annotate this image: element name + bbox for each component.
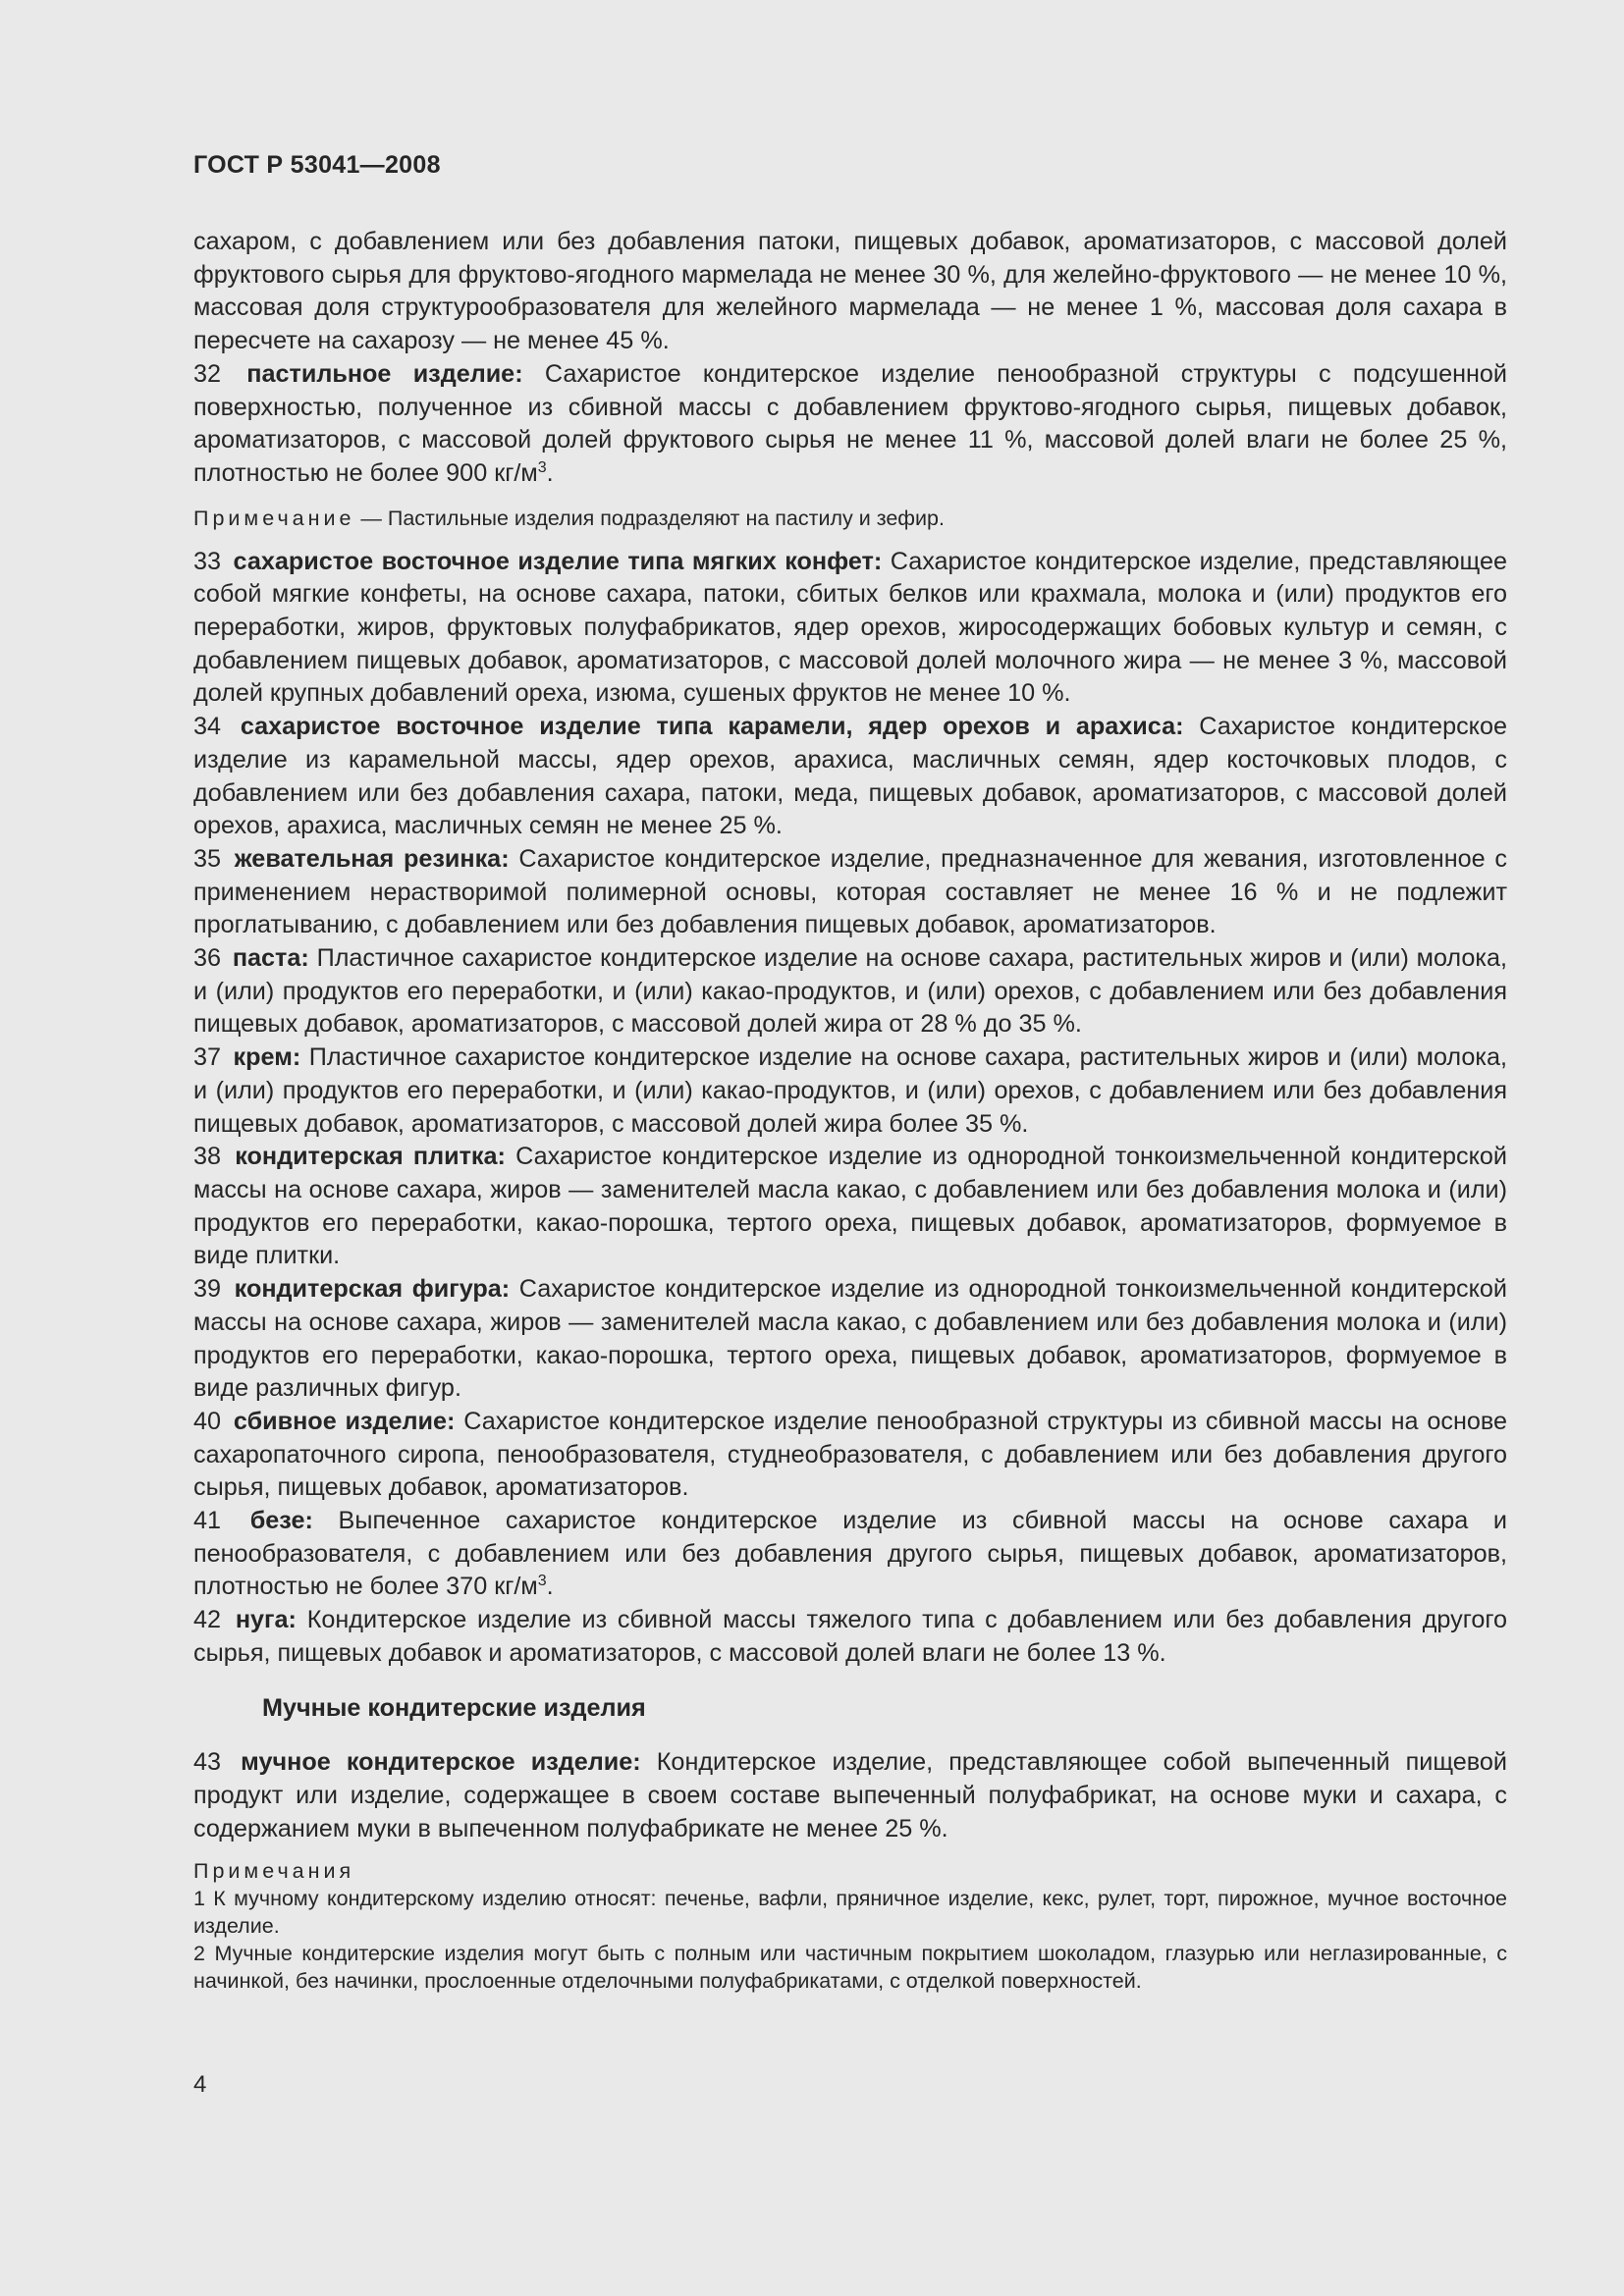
- entry-number: 42: [193, 1606, 222, 1634]
- entry-number: 33: [193, 547, 222, 575]
- entry-number: 39: [193, 1275, 222, 1304]
- entry-number: 43: [193, 1748, 222, 1777]
- entry-term: жевательная резинка:: [234, 844, 510, 873]
- entry-35: [193, 843, 1507, 942]
- note-text: — Пастильные изделия подразделяют на пастилу и зефир.: [354, 506, 945, 530]
- notes-43: [193, 1857, 1507, 1995]
- entry-term: паста:: [232, 944, 309, 973]
- continuation-paragraph: сахаром, с добавлением или без добавления патоки, пищевых добавок, ароматизаторов, с массовой долей фруктового сырья для фруктово-ягодного мармелада не менее 30 %, для желейно-фруктового — не менее 10 %, массовая доля структурообразователя для желейного мармелада — не менее 1 %, массовая доля сахара в пересчете на сахарозу — не менее 45 %.: [193, 228, 1507, 355]
- entry-term: нуга:: [235, 1606, 297, 1634]
- entry-36: [193, 942, 1507, 1041]
- entry-term: безе:: [249, 1507, 313, 1535]
- entry-41: [193, 1505, 1507, 1604]
- entry-text: Пластичное сахаристое кондитерское изделие на основе сахара, растительных жиров и (или) молока, и (или) продуктов его переработки, и (или) какао-продуктов, и (или) орехов, с добавлением или без добавления пищевых добавок, ароматизаторов, с массовой долей жира от 28 % до 35 %.: [193, 944, 1507, 1039]
- entry-number: 35: [193, 844, 222, 873]
- entry-end: .: [546, 458, 554, 487]
- entry-term: сахаристое восточное изделие типа карамели, ядер орехов и арахиса:: [240, 713, 1184, 741]
- entry-number: 40: [193, 1407, 222, 1435]
- entry-42: [193, 1604, 1507, 1670]
- entry-number: 41: [193, 1507, 222, 1535]
- page-number: 4: [193, 2071, 207, 2098]
- entry-38: [193, 1141, 1507, 1273]
- entry-term: кондитерская плитка:: [235, 1143, 506, 1171]
- entry-text: Сахаристое кондитерское изделие из карамельной массы, ядер орехов, арахиса, масличных семян, ядер косточковых плодов, с добавлением или без добавления сахара, патоки, меда, пищевых добавок, ароматизаторов, с массовой долей орехов, арахиса, масличных семян не менее 25 %.: [193, 713, 1507, 840]
- entry-text: Пластичное сахаристое кондитерское изделие на основе сахара, растительных жиров и (или) молока, и (или) продуктов его переработки, и (или) какао-продуктов, и (или) орехов, с добавлением или без добавления пищевых добавок, ароматизаторов, с массовой долей жира более 35 %.: [193, 1043, 1507, 1138]
- entry-43: [193, 1746, 1507, 1845]
- entry-text: Сахаристое кондитерское изделие, представляющее собой мягкие конфеты, на основе сахара, патоки, сбитых белков или крахмала, молока и (или) продуктов его переработки, жиров, фруктовых полуфабрикатов, ядер орехов, жиросодержащих бобовых культур и семян, с добавлением пищевых добавок, ароматизаторов, с массовой долей молочного жира — не менее 3 %, массовой долей крупных добавлений ореха, изюма, сушеных фруктов не менее 10 %.: [193, 547, 1507, 708]
- entry-end: .: [546, 1573, 554, 1601]
- entry-number: 32: [193, 359, 222, 388]
- standard-header: ГОСТ Р 53041—2008: [193, 151, 441, 179]
- entry-33: [193, 546, 1507, 712]
- superscript: 3: [537, 458, 547, 476]
- entry-40: [193, 1406, 1507, 1505]
- entry-term: крем:: [233, 1043, 301, 1072]
- note-label: Примечание: [193, 506, 355, 530]
- entry-number: 34: [193, 713, 222, 741]
- entry-term: пастильное изделие:: [246, 359, 523, 388]
- section-title: Мучные кондитерские изделия: [262, 1693, 646, 1722]
- entry-text: Сахаристое кондитерское изделие пенообразной структуры с подсушенной поверхностью, полученное из сбивной массы с добавлением фруктово-ягодного сырья, пищевых добавок, ароматизаторов, с массовой долей фруктового сырья не менее 11 %, массовой долей влаги не более 25 %, плотностью не более 900 кг/м: [193, 359, 1507, 487]
- notes-heading: Примечания: [193, 1859, 355, 1884]
- entry-37: [193, 1041, 1507, 1141]
- entry-term: сахаристое восточное изделие типа мягких конфет:: [233, 547, 883, 575]
- entry-text: Сахаристое кондитерское изделие из однородной тонкоизмельченной кондитерской массы на основе сахара, жиров — заменителей масла какао, с добавлением или без добавления молока и (или) продуктов его переработки, какао-порошка, тертого ореха, пищевых добавок, ароматизаторов, формуемое в виде различных фигур.: [193, 1275, 1507, 1403]
- entry-text: Сахаристое кондитерское изделие из однородной тонкоизмельченной кондитерской массы на основе сахара, жиров — заменителей масла какао, с добавлением или без добавления молока и (или) продуктов его переработки, какао-порошка, тертого ореха, пищевых добавок, ароматизаторов, формуемое в виде плитки.: [193, 1143, 1507, 1270]
- entry-number: 37: [193, 1043, 222, 1072]
- entry-term: сбивное изделие:: [233, 1407, 456, 1435]
- entry-text: Сахаристое кондитерское изделие, предназначенное для жевания, изготовленное с применением нерастворимой полимерной основы, которая составляет не менее 16 % и не подлежит проглатыванию, с добавлением или без добавления пищевых добавок, ароматизаторов.: [193, 844, 1507, 939]
- entry-39: [193, 1273, 1507, 1406]
- note-1: 1 К мучному кондитерскому изделию относят: печенье, вафли, пряничное изделие, кекс, рулет, торт, пирожное, мучное восточное изделие.: [193, 1887, 1507, 1939]
- entry-text: Выпеченное сахаристое кондитерское изделие из сбивной массы на основе сахара и пенообразователя, с добавлением или без добавления другого сырья, пищевых добавок, ароматизаторов, плотностью не более 370 кг/м: [193, 1507, 1508, 1601]
- superscript: 3: [537, 1573, 547, 1590]
- entry-32: [193, 358, 1507, 491]
- entry-text: Кондитерское изделие из сбивной массы тяжелого типа с добавлением или без добавления другого сырья, пищевых добавок и ароматизаторов, с массовой долей влаги не более 13 %.: [193, 1606, 1507, 1667]
- note-2: 2 Мучные кондитерские изделия могут быть с полным или частичным покрытием шоколадом, глазурью или неглазированные, с начинкой, без начинки, прослоенные отделочными полуфабрикатами, с отделкой поверхностей.: [193, 1942, 1507, 1994]
- note-32: [193, 505, 1507, 532]
- document-body: [193, 226, 1507, 1995]
- entry-term: мучное кондитерское изделие:: [241, 1748, 641, 1777]
- entry-number: 38: [193, 1143, 222, 1171]
- entry-34: [193, 711, 1507, 843]
- entry-number: 36: [193, 944, 222, 973]
- entry-text: Сахаристое кондитерское изделие пенообразной структуры из сбивной массы на основе сахаропаточного сиропа, пенообразователя, студнеобразователя, с добавлением или без добавления другого сырья, пищевых добавок, ароматизаторов.: [193, 1407, 1508, 1502]
- entry-term: кондитерская фигура:: [234, 1275, 511, 1304]
- entry-text: Кондитерское изделие, представляющее собой выпеченный пищевой продукт или изделие, содержащее в своем составе выпеченный полуфабрикат, на основе муки и сахара, с содержанием муки в выпеченном полуфабрикате не менее 25 %.: [193, 1748, 1507, 1842]
